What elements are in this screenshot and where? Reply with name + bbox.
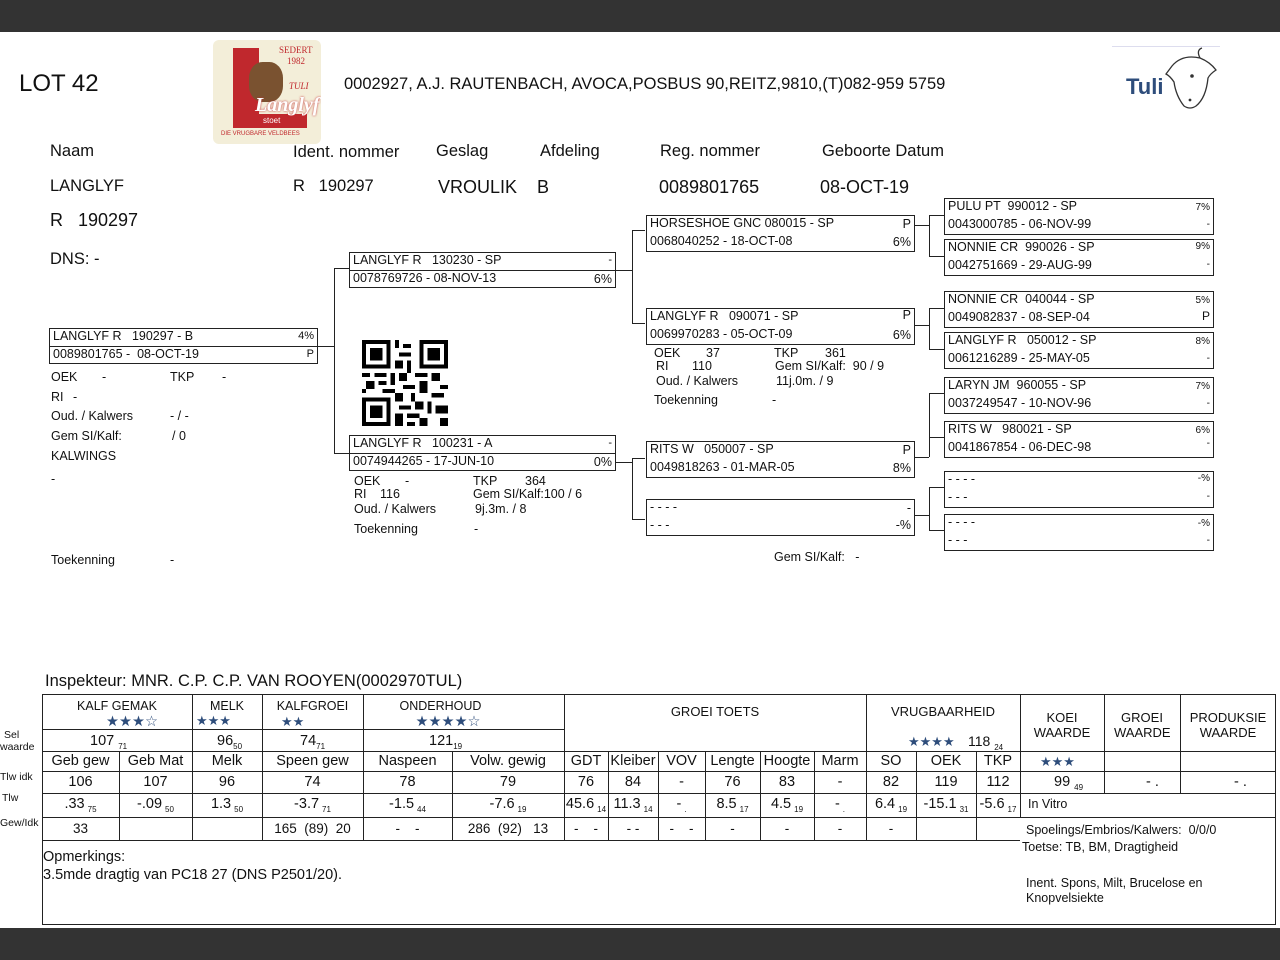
animal-tkp: - — [222, 370, 227, 384]
ggp-name: PULU PT 990012 - SP — [948, 199, 1078, 213]
gp2-ri-label: RI — [656, 359, 669, 373]
value-ident: R 190297 — [293, 177, 374, 195]
inspector: Inspekteur: MNR. C.P. C.P. VAN ROOYEN(0002970TUL) — [45, 672, 463, 690]
sel-kalfgroei — [300, 733, 325, 751]
gp-pct: 6% — [892, 328, 911, 342]
animal-flag: P — [306, 348, 314, 360]
tlw-sub: 17 — [1007, 804, 1017, 814]
value-geboorte: 08-OCT-19 — [820, 177, 910, 197]
gp-box-1 — [646, 215, 915, 252]
label-afdeling: Afdeling — [540, 142, 600, 160]
dam-oek: - — [405, 474, 410, 488]
koei-value: 99 — [1054, 774, 1071, 790]
animal-oud: - / - — [170, 409, 189, 423]
group-koei-waarde: KOEI WAARDE — [1033, 710, 1091, 740]
tlw-cell — [658, 796, 705, 814]
ggp-pct: 7% — [1195, 381, 1210, 392]
dam-pct: 0% — [593, 455, 612, 469]
ggp-pct: 6% — [1195, 425, 1210, 436]
ggp-reg: 0041867854 - 06-DEC-98 — [948, 440, 1092, 454]
ggp-box-5 — [944, 377, 1214, 414]
ggp-box-2 — [944, 239, 1214, 276]
tlw-value: -1.5 — [389, 796, 415, 812]
tlw-idk-cell: 112 — [986, 774, 1010, 790]
tuli-brand-logo — [1112, 44, 1232, 122]
column-header: Melk — [211, 753, 243, 769]
dam-ri: 116 — [380, 487, 400, 501]
tlw-sub: . — [842, 804, 846, 814]
sel-kalf-gemak — [90, 733, 127, 751]
gp-name: - - - - — [650, 500, 678, 514]
sire-reg: 0078769726 - 08-NOV-13 — [353, 271, 497, 285]
group-melk: MELK — [209, 699, 245, 713]
gp-reg: 0069970283 - 05-OCT-09 — [650, 327, 793, 341]
ggp-reg: 0049082837 - 08-SEP-04 — [948, 310, 1090, 324]
gp-name: HORSESHOE GNC 080015 - SP — [650, 216, 835, 230]
tlw-value: 8.5 — [716, 796, 737, 812]
label-geslag: Geslag — [436, 142, 489, 160]
gew-cell: 286 (92) 13 — [467, 821, 549, 836]
gp-reg: 0049818263 - 01-MAR-05 — [650, 460, 795, 474]
tlw-sub: 50 — [234, 804, 244, 814]
tlw-cell — [608, 796, 658, 814]
gew-cell: 33 — [72, 821, 89, 836]
groei-tlw-idk: - . — [1146, 774, 1159, 790]
animal-pct: 4% — [298, 330, 314, 342]
stars-vrugbaarheid: ★★★★ — [908, 734, 955, 749]
ggp-box-4 — [944, 332, 1214, 369]
tlw-value: 1.3 — [210, 796, 232, 812]
gp2-oek: 37 — [706, 346, 720, 360]
sel-onderhoud — [429, 733, 462, 751]
ggp-name: - - - - — [948, 515, 976, 529]
in-vitro: In Vitro — [1028, 797, 1068, 811]
ggp-flag: - — [1206, 398, 1210, 409]
ggp-name: NONNIE CR 040044 - SP — [948, 292, 1095, 306]
gew-cell: - — [784, 821, 790, 836]
tlw-idk-cell: 106 — [68, 774, 93, 790]
stars-onderhoud: ★★★★☆ — [415, 714, 481, 730]
group-produksie-waarde: PRODUKSIE WAARDE — [1189, 710, 1267, 740]
gp-pct: -% — [895, 518, 911, 532]
sel-sub: 19 — [453, 741, 463, 751]
tlw-sub: 14 — [643, 804, 653, 814]
animal-gem: / 0 — [172, 429, 186, 443]
tlw-cell — [814, 796, 866, 814]
tlw-sub: 17 — [739, 804, 749, 814]
tlw-sub: 50 — [165, 804, 174, 814]
animal-reg: 0089801765 - 08-OCT-19 — [53, 347, 199, 361]
tlw-sub: 75 — [87, 804, 97, 814]
gp2-tkp-label: TKP — [774, 346, 799, 360]
label-naam: Naam — [50, 142, 95, 160]
tlw-cell — [705, 796, 760, 814]
stars-melk: ★★★ — [196, 713, 231, 728]
tlw-idk-cell: 74 — [304, 774, 321, 790]
ggp-pct: 8% — [1195, 336, 1210, 347]
opmerkings-text: 3.5mde dragtig van PC18 27 (DNS P2501/20). — [43, 867, 343, 883]
ident-big: R 190297 — [50, 210, 139, 230]
ggp-name: LARYN JM 960055 - SP — [948, 378, 1087, 392]
group-groei-toets: GROEI TOETS — [670, 704, 760, 719]
row-label-tlw: Tlw — [2, 792, 19, 804]
value-geslag: VROULIK — [438, 177, 518, 197]
gp2-oud: 11j.0m. / 9 — [776, 374, 834, 388]
dam-oud-label: Oud. / Kalwers — [354, 502, 436, 516]
animal-oek: - — [102, 370, 107, 384]
tlw-idk-cell: 84 — [624, 774, 642, 790]
gp-flag: P — [902, 217, 911, 231]
tlw-idk-cell: 119 — [934, 774, 958, 790]
dam-reg: 0074944265 - 17-JUN-10 — [353, 454, 495, 468]
tlw-value: 45.6 — [565, 796, 595, 812]
sel-sub: 50 — [233, 741, 243, 751]
gp-box-3 — [646, 441, 915, 478]
dam-oek-label: OEK — [354, 474, 381, 488]
tlw-cell — [119, 796, 192, 814]
dam-toek-label: Toekenning — [354, 522, 418, 536]
dam-gem: Gem SI/Kalf:100 / 6 — [473, 487, 583, 501]
logo-sedert: SEDERT — [279, 45, 313, 55]
gp-pct: 8% — [892, 461, 911, 475]
gp2-gem: Gem SI/Kalf: 90 / 9 — [775, 359, 885, 373]
lot-number: LOT 42 — [19, 70, 99, 97]
stars-kalf-gemak: ★★★☆ — [106, 714, 158, 730]
sel-sub: 71 — [316, 741, 326, 751]
ggp-box-3 — [944, 291, 1214, 328]
sel-value: 107 — [90, 733, 115, 749]
tlw-cell — [760, 796, 814, 814]
ggp-box-8 — [944, 514, 1214, 551]
group-onderhoud: ONDERHOUD — [399, 699, 482, 713]
tlw-value: - — [676, 796, 682, 812]
gp2-tkp: 361 — [825, 346, 846, 360]
tlw-value: - — [834, 796, 840, 812]
column-header: Kleiber — [610, 753, 656, 769]
value-afdeling: B — [537, 177, 550, 197]
dam-box — [349, 435, 616, 471]
tlw-cell — [262, 796, 363, 814]
logo-year: 1982 — [287, 56, 305, 66]
row-label-waarde: waarde — [0, 741, 35, 753]
dam-toek: - — [474, 522, 479, 536]
toetse: Toetse: TB, BM, Dragtigheid — [1022, 840, 1179, 854]
tuli-wordmark: Tuli — [1126, 74, 1164, 99]
tlw-cell — [564, 796, 608, 814]
ggp-reg: - - - — [948, 490, 968, 504]
animal-name: LANGLYF R 190297 - B — [53, 329, 194, 343]
group-vrugbaarheid: VRUGBAARHEID — [890, 704, 996, 719]
animal-gem-label: Gem SI/Kalf: — [51, 429, 122, 443]
gew-cell: - — [888, 821, 894, 836]
vrug-sub: 24 — [994, 742, 1004, 752]
ggp-reg: 0037249547 - 10-NOV-96 — [948, 396, 1092, 410]
gp-flag: P — [902, 443, 911, 457]
tlw-idk-cell: - — [679, 774, 684, 790]
tlw-cell — [866, 796, 916, 814]
ggp-box-1 — [944, 198, 1214, 235]
breeder-info: 0002927, A.J. RAUTENBACH, AVOCA,POSBUS 90,REITZ,9810,(T)082-959 5759 — [344, 75, 946, 93]
dns: DNS: - — [50, 250, 100, 268]
dam-oud: 9j.3m. / 8 — [475, 502, 527, 516]
gew-cell: - — [837, 821, 843, 836]
tlw-sub: 71 — [322, 804, 331, 814]
value-naam: LANGLYF — [50, 177, 124, 195]
gp-reg: - - - — [650, 518, 670, 532]
row-label-gew: Gew/Idk — [0, 817, 39, 829]
ggp-name: - - - - — [948, 472, 976, 486]
tlw-idk-cell: - — [837, 774, 843, 790]
dam-name: LANGLYF R 100231 - A — [353, 436, 493, 450]
gp-pct: 6% — [892, 235, 911, 249]
langlyf-logo — [213, 40, 321, 144]
dam-flag: - — [608, 437, 612, 449]
gp-flag: P — [902, 308, 911, 322]
gew-cell: - - — [669, 821, 694, 836]
row-label-sel: Sel — [4, 729, 20, 741]
gp2-oek-label: OEK — [654, 346, 681, 360]
column-header: Geb gew — [51, 753, 110, 769]
gem-si-bottom: Gem SI/Kalf: - — [774, 550, 860, 564]
animal-toek-label: Toekenning — [51, 553, 115, 567]
gew-cell: - - — [626, 821, 640, 836]
kalwings-value: - — [51, 472, 56, 486]
gp2-ri: 110 — [692, 359, 712, 373]
tlw-sub: 44 — [417, 804, 426, 814]
column-header: Speen gew — [276, 753, 349, 769]
group-kalfgroei: KALFGROEI — [276, 699, 349, 713]
column-header: Marm — [821, 753, 859, 769]
animal-oud-label: Oud. / Kalwers — [51, 409, 133, 423]
tlw-cell — [976, 796, 1020, 814]
tlw-sub: . — [684, 804, 687, 814]
evaluation-table — [0, 694, 1280, 928]
logo-tuli: TULI — [289, 81, 309, 91]
animal-ri-label: RI — [51, 390, 64, 404]
ggp-pct: 7% — [1195, 202, 1210, 213]
tlw-cell — [363, 796, 452, 814]
ggp-pct: -% — [1197, 518, 1210, 529]
gp-flag: - — [906, 501, 911, 515]
ggp-reg: 0043000785 - 06-NOV-99 — [948, 217, 1092, 231]
tlw-value: -15.1 — [923, 796, 957, 812]
ggp-flag: - — [1206, 535, 1210, 546]
gew-cell: - - — [574, 821, 598, 836]
tlw-idk-cell: 107 — [143, 774, 168, 790]
dam-tkp: 364 — [525, 474, 546, 488]
sire-flag: - — [608, 254, 612, 266]
prod-tlw-idk: - . — [1234, 774, 1247, 790]
gew-cell: 165 (89) 20 — [274, 821, 351, 836]
ggp-name: RITS W 980021 - SP — [948, 422, 1072, 436]
column-header: Naspeen — [378, 753, 437, 769]
tlw-sub: 19 — [517, 804, 527, 814]
tlw-sub: 19 — [898, 804, 908, 814]
sel-melk — [217, 733, 242, 751]
opmerkings-label: Opmerkings: — [43, 849, 126, 865]
gp-name: RITS W 050007 - SP — [650, 442, 774, 456]
top-bar — [0, 0, 1280, 32]
label-reg: Reg. nommer — [660, 142, 760, 160]
column-header: TKP — [983, 753, 1013, 769]
sel-value: 74 — [300, 733, 317, 749]
vrug-sel: 118 — [968, 733, 991, 749]
kalwings-label: KALWINGS — [51, 449, 117, 463]
animal-box — [49, 328, 318, 364]
ggp-flag: - — [1206, 353, 1210, 364]
animal-oek-label: OEK — [51, 370, 78, 384]
tlw-cell — [452, 796, 564, 814]
gp-name: LANGLYF R 090071 - SP — [650, 309, 799, 323]
tlw-value: -5.6 — [979, 796, 1005, 812]
ggp-flag: - — [1206, 438, 1210, 449]
tlw-value: 11.3 — [613, 796, 641, 812]
dam-ri-label: RI — [354, 487, 367, 501]
ggp-pct: 9% — [1195, 241, 1210, 252]
ggp-pct: 5% — [1195, 295, 1210, 306]
tlw-cell — [42, 796, 119, 814]
ggp-box-6 — [944, 421, 1214, 458]
column-header: Volw. gewig — [470, 753, 546, 769]
ggp-flag: - — [1206, 219, 1210, 230]
spoelings: Spoelings/Embrios/Kalwers: 0/0/0 — [1026, 823, 1217, 837]
row-label-tlw-idk: Tlw idk — [0, 771, 33, 783]
gp-box-2 — [646, 308, 915, 345]
logo-motto: DIE VRUGBARE VELDBEES — [221, 131, 300, 137]
animal-ri: - — [73, 390, 78, 404]
column-header: Lengte — [710, 753, 755, 769]
tlw-idk-cell: 96 — [218, 774, 236, 790]
ggp-reg: 0042751669 - 29-AUG-99 — [948, 258, 1092, 272]
column-header: GDT — [570, 753, 602, 769]
ggp-flag: P — [1201, 309, 1210, 323]
tlw-idk-cell: 82 — [882, 774, 900, 790]
group-kalf-gemak: KALF GEMAK — [77, 699, 157, 713]
stars-kalfgroei: ★★ — [281, 714, 305, 729]
column-header: Geb Mat — [127, 753, 184, 769]
tlw-idk-cell: 76 — [724, 774, 741, 790]
gp2-toek-label: Toekenning — [654, 393, 718, 407]
column-header: VOV — [666, 753, 697, 769]
tlw-sub: 14 — [597, 804, 607, 814]
tlw-value: 4.5 — [770, 796, 792, 812]
group-groei-waarde: GROEI WAARDE — [1114, 710, 1171, 740]
tlw-idk-cell: 83 — [778, 774, 796, 790]
koei-sub: 49 — [1074, 782, 1084, 792]
tlw-value: 6.4 — [874, 796, 896, 812]
column-header: OEK — [930, 753, 962, 769]
tlw-cell — [192, 796, 262, 814]
sel-value: 121 — [429, 733, 454, 749]
logo-name: Langlyf — [255, 94, 320, 116]
tlw-sub: 19 — [794, 804, 804, 814]
bottom-bar — [0, 928, 1280, 960]
ggp-reg: 0061216289 - 25-MAY-05 — [948, 351, 1090, 365]
gp-box-4 — [646, 499, 915, 536]
gew-cell: - — [730, 821, 735, 836]
tlw-idk-cell: 76 — [577, 774, 595, 790]
sire-pct: 6% — [593, 272, 612, 286]
column-header: Hoogte — [763, 753, 811, 769]
gp2-toek: - — [772, 393, 777, 407]
label-ident: Ident. nommer — [293, 143, 400, 161]
dam-tkp-label: TKP — [473, 474, 498, 488]
animal-tkp-label: TKP — [170, 370, 195, 384]
ggp-box-7 — [944, 471, 1214, 508]
tlw-idk-cell: 79 — [499, 774, 517, 790]
vrug-value — [968, 733, 1003, 752]
gew-cell: - - — [395, 821, 420, 836]
qr-code — [362, 340, 448, 426]
gp2-oud-label: Oud. / Kalwers — [656, 374, 738, 388]
inent: Inent. Spons, Milt, Brucelose en Knopvelsiekte — [1026, 876, 1203, 905]
ggp-pct: -% — [1197, 473, 1210, 484]
value-reg: 0089801765 — [659, 177, 760, 197]
tlw-cell — [916, 796, 976, 814]
animal-toek: - — [170, 553, 175, 567]
tlw-sub: 31 — [959, 804, 969, 814]
logo-stoet: stoet — [263, 116, 281, 125]
ggp-reg: - - - — [948, 533, 968, 547]
tlw-value: -7.6 — [489, 796, 515, 812]
ggp-flag: - — [1206, 491, 1210, 502]
column-header: SO — [880, 753, 902, 769]
ggp-flag: - — [1206, 259, 1210, 270]
sel-sub: 71 — [118, 741, 128, 751]
sire-box — [349, 252, 616, 288]
sire-name: LANGLYF R 130230 - SP — [353, 253, 502, 267]
ggp-name: LANGLYF R 050012 - SP — [948, 333, 1097, 347]
tlw-value: -3.7 — [294, 796, 320, 812]
tlw-value: .33 — [64, 796, 85, 812]
sel-value: 96 — [217, 733, 234, 749]
gp-reg: 0068040252 - 18-OCT-08 — [650, 234, 793, 248]
ggp-name: NONNIE CR 990026 - SP — [948, 240, 1095, 254]
tlw-value: -.09 — [137, 796, 163, 812]
label-geboorte: Geboorte Datum — [822, 142, 944, 160]
stars-koei: ★★★ — [1040, 754, 1075, 769]
tlw-idk-cell: 78 — [399, 774, 416, 790]
koei-tlw-idk — [1054, 774, 1083, 792]
